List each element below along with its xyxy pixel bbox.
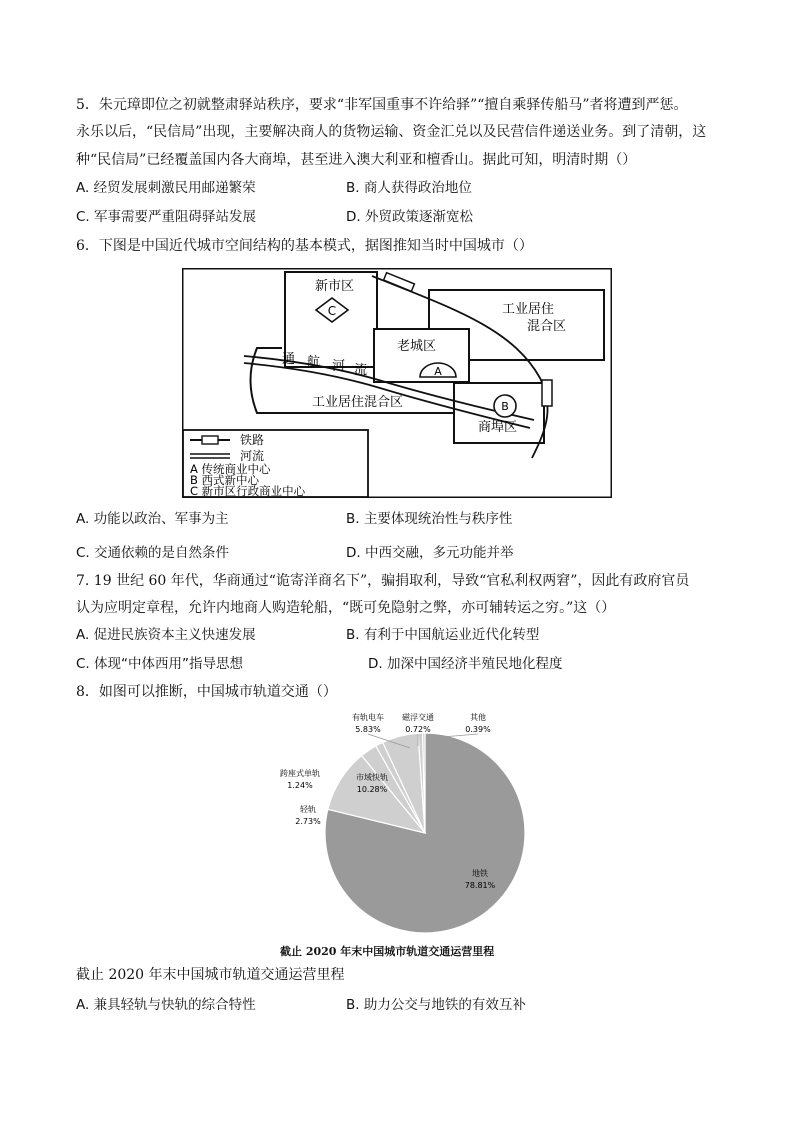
pie-label-value-4: 5.83% xyxy=(355,725,381,734)
pie-label-value-3: 1.24% xyxy=(287,781,313,790)
q7-option-d: D. 加深中国经济半殖民地化程度 xyxy=(368,656,563,672)
industrial-top-label-1: 工业居住 xyxy=(502,302,555,317)
q6-option-a: A. 功能以政治、军事为主 xyxy=(76,511,229,527)
pie-label-name-2: 轻轨 xyxy=(300,805,316,814)
pie-label-value-6: 0.39% xyxy=(465,725,491,734)
q5-stem-line-1: 5．朱元璋即位之初就整肃驿站秩序，要求“非军国重事不许给驿”“擅自乘驿传船马”者将遭到严惩。 xyxy=(76,97,688,113)
legend-c: C 新市区行政商业中心 xyxy=(190,484,306,498)
q7-option-a: A. 促进民族资本主义快速发展 xyxy=(76,627,256,643)
q8-stem: 8．如图可以推断，中国城市轨道交通（） xyxy=(76,684,337,700)
river-label-4: 流 xyxy=(354,363,368,378)
q5-option-b: B. 商人获得政治地位 xyxy=(346,180,472,196)
pie-label-value-2: 2.73% xyxy=(295,817,321,826)
q5-option-d: D. 外贸政策逐渐宽松 xyxy=(346,209,473,225)
q6-option-d: D. 中西交融，多元功能并举 xyxy=(346,545,514,561)
city-structure-map xyxy=(182,268,612,498)
q6-stem: 6．下图是中国近代城市空间结构的基本模式，据图推知当时中国城市（） xyxy=(76,238,533,254)
q7-option-b: B. 有利于中国航运业近代化转型 xyxy=(346,627,540,643)
q5-stem-line-2: 永乐以后，“民信局”出现，主要解决商人的货物运输、资金汇兑以及民营信件递送业务。到了清朝，这 xyxy=(76,124,707,140)
legend-b: B 西式新中心 xyxy=(190,473,260,487)
port-district-label: 商埠区 xyxy=(478,420,518,435)
pie-label-name-5: 磁浮交通 xyxy=(402,713,434,722)
legend-a: A 传统商业中心 xyxy=(190,462,271,476)
q7-stem-line-1: 7. 19 世纪 60 年代，华商通过“诡寄洋商名下”，骗捐取利，导致“官私利权两窘”，因此有政府官员 xyxy=(76,573,690,589)
q6-option-c: C. 交通依赖的是自然条件 xyxy=(76,545,230,561)
q5-stem-line-3: 种“民信局”已经覆盖国内各大商埠，甚至进入澳大利亚和檀香山。据此可知，明清时期（） xyxy=(76,152,637,168)
pie-label-name-4: 有轨电车 xyxy=(352,713,384,722)
q7-option-c: C. 体现“中体西用”指导思想 xyxy=(76,656,243,672)
q7-stem-line-2: 认为应明定章程，允许内地商人购造轮船，“既可免隐射之弊，亦可辅转运之穷。”这（） xyxy=(76,600,616,616)
q8-caption-text: 截止 2020 年末中国城市轨道交通运营里程 xyxy=(76,967,345,983)
chart-caption: 截止 2020 年末中国城市轨道交通运营里程 xyxy=(280,945,495,958)
pie-label-name-0: 地铁 xyxy=(472,869,488,878)
new-district-label: 新市区 xyxy=(315,279,355,294)
q8-option-b: B. 助力公交与地铁的有效互补 xyxy=(346,997,526,1013)
river-label-1: 通 xyxy=(282,352,296,367)
industrial-bottom-label: 工业居住混合区 xyxy=(312,395,404,410)
legend-railway: 铁路 xyxy=(240,433,265,447)
pie-label-name-3: 跨座式单轨 xyxy=(280,769,320,778)
q5-option-a: A. 经贸发展刺激民用邮递繁荣 xyxy=(76,180,256,196)
marker-b-label: B xyxy=(501,400,509,413)
pie-chart xyxy=(260,708,560,943)
q8-option-a: A. 兼具轻轨与快轨的综合特性 xyxy=(76,997,256,1013)
pie-label-value-0: 78.81% xyxy=(464,881,496,890)
pie-label-name-6: 其他 xyxy=(470,713,486,722)
q6-option-b: B. 主要体现统治性与秩序性 xyxy=(346,511,513,527)
pie-label-value-1: 10.28% xyxy=(356,785,388,794)
river-label-3: 河 xyxy=(332,359,346,374)
pie-label-value-5: 0.72% xyxy=(405,725,431,734)
legend-river: 河流 xyxy=(240,449,265,463)
q5-option-c: C. 军事需要严重阻碍驿站发展 xyxy=(76,209,257,225)
industrial-top-label-2: 混合区 xyxy=(527,319,567,334)
pie-label-name-1: 市域快轨 xyxy=(356,773,388,782)
marker-c-label: C xyxy=(327,304,337,318)
marker-a-label: A xyxy=(434,365,442,378)
old-city-label: 老城区 xyxy=(397,339,437,354)
river-label-2: 航 xyxy=(307,355,321,370)
